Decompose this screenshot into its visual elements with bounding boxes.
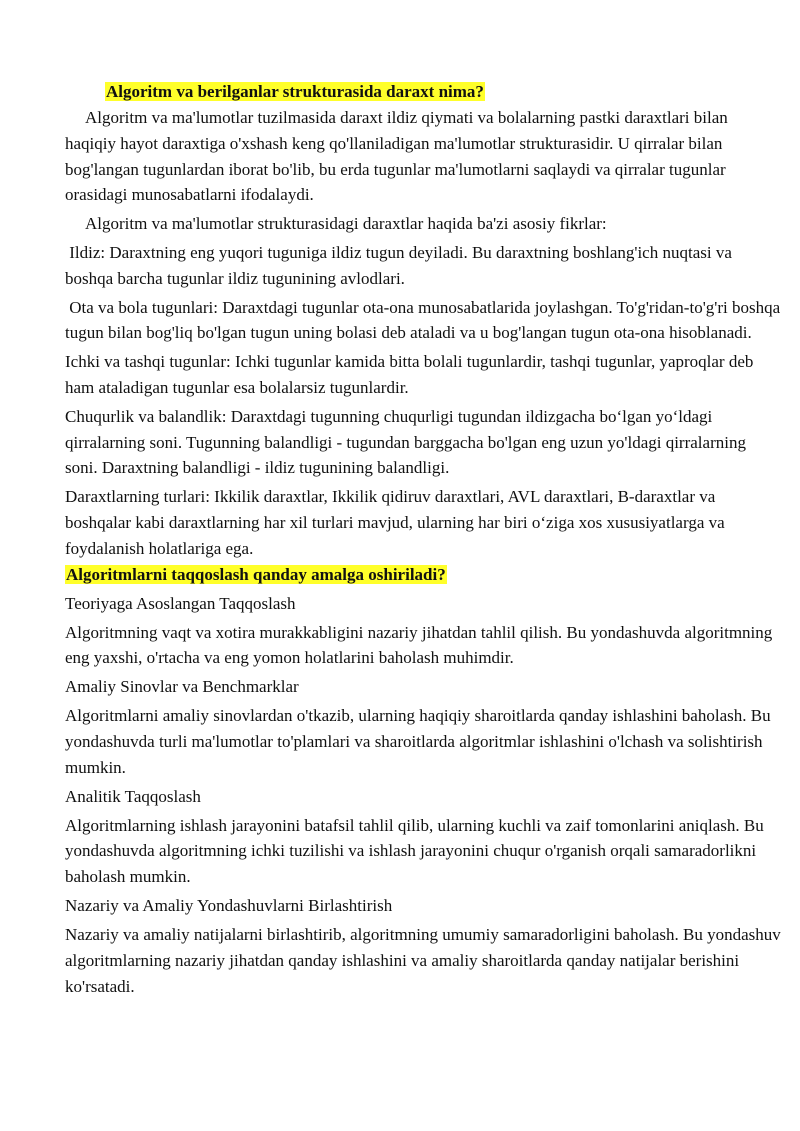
paragraph-intro: Algoritm va ma'lumotlar tuzilmasida daraxt ildiz qiymati va bolalarning pastki daraxtlari bilan haqiqiy hayot daraxtiga o'xshash keng qo'llaniladigan ma'lumotlar strukturasidir. U qirralar bilan bog'langan tugunlardan iborat bo'lib, bu erda tugunlar ma'lumotlarni saqlaydi va qirralar tugunlar orasidagi munosabatlarni ifodalaydi.	[65, 108, 728, 205]
point-tree-types: Daraxtlarning turlari: Ikkilik daraxtlar, Ikkilik qidiruv daraxtlari, AVL daraxtlari, B-daraxtlar va boshqalar kabi daraxtlarning har xil turlari mavjud, ularning har biri o‘ziga xos xususiyatlarga va foydalanish holatlariga ega.	[65, 487, 725, 558]
point-parent-child: Ota va bola tugunlari: Daraxtdagi tugunlar ota-ona munosabatlarida joylashgan. To'g'ridan-to'g'ri boshqa tugun bilan bog'liq bo'lgan tugun uning bolasi deb ataladi va u bog'langan tugun ota-ona hisoblanadi.	[65, 297, 785, 343]
subheading-practical: Amaliy Sinovlar va Benchmarklar	[65, 677, 299, 697]
subheading-combined: Nazariy va Amaliy Yondashuvlarni Birlashtirish	[65, 895, 393, 915]
subheading-analytic: Analitik Taqqoslash	[65, 786, 201, 806]
subheading-theory: Teoriyaga Asoslangan Taqqoslash	[65, 593, 296, 613]
paragraph-practical: Algoritmlarni amaliy sinovlardan o'tkazib, ularning haqiqiy sharoitlarda qanday ishlashini baholash. Bu yondashuvda turli ma'lumotlar to'plamlari va sharoitlarda algoritmlar ishlashini o'lchash va solishtirish mumkin.	[65, 706, 771, 777]
paragraph-lead: Algoritm va ma'lumotlar strukturasidagi daraxtlar haqida ba'zi asosiy fikrlar:	[85, 214, 607, 234]
paragraph-combined: Nazariy va amaliy natijalarni birlashtirib, algoritmning umumiy samaradorligini baholash. Bu yondashuv algoritmlarning nazariy jihatdan qanday ishlashini va amaliy sharoitlarda qanday natijalar berishini ko'rsatadi.	[65, 924, 781, 996]
section-heading-comparison	[65, 562, 781, 588]
highlighted-heading-text: Algoritm va berilganlar strukturasida daraxt nima?	[106, 82, 484, 101]
section-heading-trees	[65, 79, 781, 105]
point-root: Ildiz: Daraxtning eng yuqori tuguniga ildiz tugun deyiladi. Bu daraxtning boshlang'ich nuqtasi va boshqa barcha tugunlar ildiz tugunining avlodlari.	[65, 242, 737, 288]
paragraph-analytic: Algoritmlarning ishlash jarayonini batafsil tahlil qilib, ularning kuchli va zaif tomonlarini aniqlash. Bu yondashuvda algoritmning ichki tuzilishi va ishlash jarayonini chuqur o'rganish orqali samaradorlikni baholash mumkin.	[65, 815, 764, 887]
document-page	[65, 79, 785, 999]
point-internal-external: Ichki va tashqi tugunlar: Ichki tugunlar kamida bitta bolali tugunlardir, tashqi tugunlar, yaproqlar deb ham ataladigan tugunlar esa bolalarsiz tugunlardir.	[65, 352, 754, 397]
highlighted-heading-text: Algoritmlarni taqqoslash qanday amalga oshiriladi?	[66, 564, 446, 584]
paragraph-theory: Algoritmning vaqt va xotira murakkabligini nazariy jihatdan tahlil qilish. Bu yondashuvda algoritmning eng yaxshi, o'rtacha va eng yomon holatlarini baholash muhimdir.	[65, 622, 773, 668]
point-depth-height: Chuqurlik va balandlik: Daraxtdagi tugunning chuqurligi tugundan ildizgacha bo‘lgan yo‘ldagi qirralarning soni. Tugunning balandligi - tugundan barggacha bo'lgan eng uzun yo'ldagi qirralarning soni. Daraxtning balandligi - ildiz tugunining balandligi.	[65, 406, 746, 478]
